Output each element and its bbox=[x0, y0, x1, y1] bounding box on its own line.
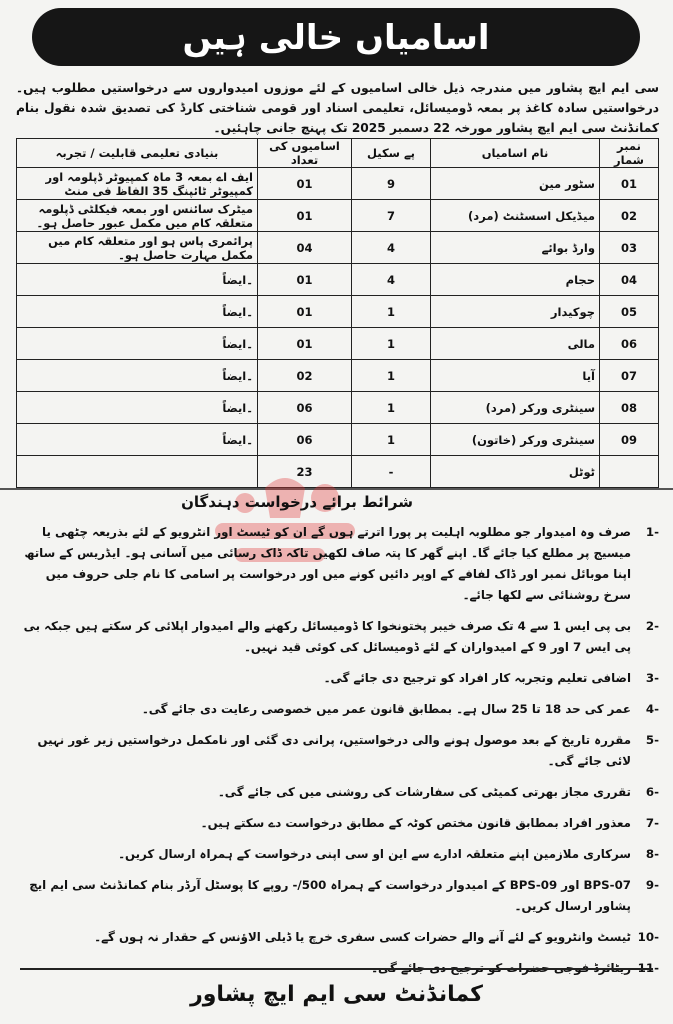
term-text: اضافی تعلیم وتجربہ کار افراد کو ترجیح دی جائے گی۔ bbox=[323, 671, 631, 685]
term-number: -4 bbox=[645, 702, 659, 716]
term-number: -9 bbox=[645, 878, 659, 892]
list-item bbox=[16, 844, 659, 865]
cell-post-count: 01 bbox=[258, 264, 352, 296]
term-text: مقررہ تاریخ کے بعد موصول ہونے والی درخواستیں، پرانی دی گئی اور نامکمل درخواستیں زیر غور نہیں لائی جائے گی۔ bbox=[37, 733, 631, 768]
list-item bbox=[16, 699, 659, 720]
term-text: BPS-07 اور BPS-09 کے امیدوار درخواست کے ہمراہ 500/- روپے کا پوسٹل آرڈر بنام کمانڈنٹ سی ایم ایچ پشاور ارسال کریں۔ bbox=[29, 878, 631, 913]
terms-heading: شرائط برائے درخواست دہندگان bbox=[181, 493, 413, 511]
cell-post-count: 01 bbox=[258, 328, 352, 360]
cell-post-name: میڈیکل اسسٹنٹ (مرد) bbox=[431, 200, 600, 232]
cell-qualification: ۔ایضاً bbox=[17, 360, 258, 392]
cell-post-count: 04 bbox=[258, 232, 352, 264]
cell-qualification: ایف اے بمعہ 3 ماہ کمپیوٹر ڈپلومہ اور کمپیوٹر ٹائپنگ 35 الفاظ فی منٹ bbox=[17, 168, 258, 200]
table-header-row bbox=[17, 139, 659, 168]
cell-qualification: ۔ایضاً bbox=[17, 296, 258, 328]
cell-post-name: سینٹری ورکر (خاتون) bbox=[431, 424, 600, 456]
term-text: عمر کی حد 18 تا 25 سال ہے۔ بمطابق قانون عمر میں خصوصی رعایت دی جائے گی۔ bbox=[141, 702, 631, 716]
vacancy-table bbox=[16, 138, 659, 488]
term-number: -6 bbox=[645, 785, 659, 799]
term-text: سرکاری ملازمین اپنے متعلقہ ادارے سے این او سی اپنی درخواست کے ہمراہ ارسال کریں۔ bbox=[118, 847, 631, 861]
cell-post-name: چوکیدار bbox=[431, 296, 600, 328]
term-number: -2 bbox=[645, 619, 659, 633]
cell-post-count: 06 bbox=[258, 424, 352, 456]
cell-post-count: 01 bbox=[258, 168, 352, 200]
cell-post-name: مالی bbox=[431, 328, 600, 360]
list-item bbox=[16, 875, 659, 917]
cell-pay-scale: 1 bbox=[352, 328, 431, 360]
list-item bbox=[16, 616, 659, 658]
cell-post-name: سینٹری ورکر (مرد) bbox=[431, 392, 600, 424]
header-sno: نمبر شمار bbox=[600, 139, 659, 168]
term-number: -3 bbox=[645, 671, 659, 685]
cell-qualification: میٹرک سائنس اور بمعہ فیکلٹی ڈپلومہ متعلقہ کام میں مکمل عبور حاصل ہو۔ bbox=[17, 200, 258, 232]
term-number: -11 bbox=[637, 961, 659, 975]
list-item bbox=[16, 730, 659, 772]
term-number: -10 bbox=[637, 930, 659, 944]
table-row bbox=[17, 200, 659, 232]
cell-pay-scale: 7 bbox=[352, 200, 431, 232]
header-post-count: اسامیوں کی تعداد bbox=[258, 139, 352, 168]
header-qualification: بنیادی تعلیمی قابلیت / تجربہ bbox=[17, 139, 258, 168]
cell-post-count: 01 bbox=[258, 296, 352, 328]
cell-sno: 09 bbox=[600, 424, 659, 456]
cell-qualification: ۔ایضاً bbox=[17, 328, 258, 360]
table-row bbox=[17, 392, 659, 424]
term-text: بی پی ایس 1 سے 4 تک صرف خیبر پختونخوا کا ڈومیسائل رکھنے والے امیدوار اپلائی کر سکتے ہیں جبکہ بی پی ایس 7 اور 9 کے امیدواران کے لئے ڈومیسائل کی کوئی قید نہیں۔ bbox=[23, 619, 631, 654]
title-banner bbox=[32, 8, 640, 66]
table-row bbox=[17, 360, 659, 392]
list-item bbox=[16, 668, 659, 689]
header-post-name: نام اسامیاں bbox=[431, 139, 600, 168]
cell-post-name: وارڈ بوائے bbox=[431, 232, 600, 264]
term-number: -1 bbox=[645, 525, 659, 539]
terms-list bbox=[16, 522, 659, 989]
total-count: 23 bbox=[258, 456, 352, 488]
intro-paragraph: سی ایم ایچ پشاور میں مندرجہ ذیل خالی اسامیوں کے لئے موزوں امیدواروں سے درخواستیں مطلوب ہیں۔ درخواستیں سادہ کاغذ پر بمعہ ڈومیسائل، تعلیمی اسناد اور قومی شناختی کارڈ کی تصدیق شدہ نقول بنام کمانڈنٹ سی ایم ایچ پشاور مورخہ 22 دسمبر 2025 تک پہنچ جانی چاہئیں۔ bbox=[16, 81, 659, 135]
cell-qualification: ۔ایضاً bbox=[17, 264, 258, 296]
total-blank bbox=[600, 456, 659, 488]
table-row bbox=[17, 424, 659, 456]
table-row bbox=[17, 232, 659, 264]
cell-post-name: آیا bbox=[431, 360, 600, 392]
cell-sno: 05 bbox=[600, 296, 659, 328]
term-text: ریٹائرڈ فوجی حضرات کو ترجیح دی جائے گی۔ bbox=[371, 961, 631, 975]
cell-pay-scale: 1 bbox=[352, 392, 431, 424]
total-bps: - bbox=[352, 456, 431, 488]
cell-pay-scale: 4 bbox=[352, 232, 431, 264]
cell-post-count: 02 bbox=[258, 360, 352, 392]
page-title: اسامیاں خالی ہیں bbox=[182, 17, 490, 58]
term-text: ٹیسٹ وانٹرویو کے لئے آنے والے حضرات کسی سفری خرچ یا ڈیلی الاؤنس کے حقدار نہ ہوں گے۔ bbox=[94, 930, 631, 944]
cell-pay-scale: 1 bbox=[352, 424, 431, 456]
cell-sno: 06 bbox=[600, 328, 659, 360]
cell-sno: 08 bbox=[600, 392, 659, 424]
footer-text: کمانڈنٹ سی ایم ایچ پشاور bbox=[190, 981, 483, 1007]
header-pay-scale: پے سکیل bbox=[352, 139, 431, 168]
table-row bbox=[17, 296, 659, 328]
cell-post-name: حجام bbox=[431, 264, 600, 296]
cell-qualification: ۔ایضاً bbox=[17, 424, 258, 456]
cell-sno: 02 bbox=[600, 200, 659, 232]
term-text: معذور افراد بمطابق قانون مختص کوٹہ کے مطابق درخواست دے سکتے ہیں۔ bbox=[200, 816, 631, 830]
cell-pay-scale: 1 bbox=[352, 360, 431, 392]
term-number: -7 bbox=[645, 816, 659, 830]
table-row bbox=[17, 168, 659, 200]
list-item bbox=[16, 813, 659, 834]
footer-signature bbox=[20, 968, 653, 1018]
cell-pay-scale: 4 bbox=[352, 264, 431, 296]
term-number: -8 bbox=[645, 847, 659, 861]
cell-pay-scale: 1 bbox=[352, 296, 431, 328]
cell-qualification: پرائمری پاس ہو اور متعلقہ کام میں مکمل مہارت حاصل ہو۔ bbox=[17, 232, 258, 264]
cell-post-name: سٹور مین bbox=[431, 168, 600, 200]
term-text: تقرری مجاز بھرتی کمیٹی کی سفارشات کی روشنی میں کی جائے گی۔ bbox=[217, 785, 631, 799]
list-item bbox=[16, 927, 659, 948]
list-item bbox=[16, 782, 659, 803]
cell-sno: 04 bbox=[600, 264, 659, 296]
cell-pay-scale: 9 bbox=[352, 168, 431, 200]
cell-post-count: 01 bbox=[258, 200, 352, 232]
cell-sno: 03 bbox=[600, 232, 659, 264]
list-item bbox=[16, 522, 659, 606]
table-row bbox=[17, 328, 659, 360]
cell-sno: 07 bbox=[600, 360, 659, 392]
term-text: صرف وہ امیدوار جو مطلوبہ اہلیت پر پورا اترتے ہوں گے ان کو ٹیسٹ اور انٹرویو کے لئے بذریعہ چٹھی یا میسیج پر مطلع کیا جائے گا۔ اپنے گھر کا پتہ صاف لکھیں تاکہ ڈاک رسائی میں آسانی ہو۔ ایڈریس کے ساتھ اپنا موبائل نمبر اور ڈاک لفافے کے اوپر دائیں کونے میں اور درخواست پر اسامی کا نام جلی حروف میں سرخ روشنائی سے لکھا جائے۔ bbox=[24, 525, 631, 602]
term-number: -5 bbox=[645, 733, 659, 747]
cell-qualification: ۔ایضاً bbox=[17, 392, 258, 424]
cell-sno: 01 bbox=[600, 168, 659, 200]
cell-post-count: 06 bbox=[258, 392, 352, 424]
table-row bbox=[17, 264, 659, 296]
total-label: ٹوٹل bbox=[431, 456, 600, 488]
